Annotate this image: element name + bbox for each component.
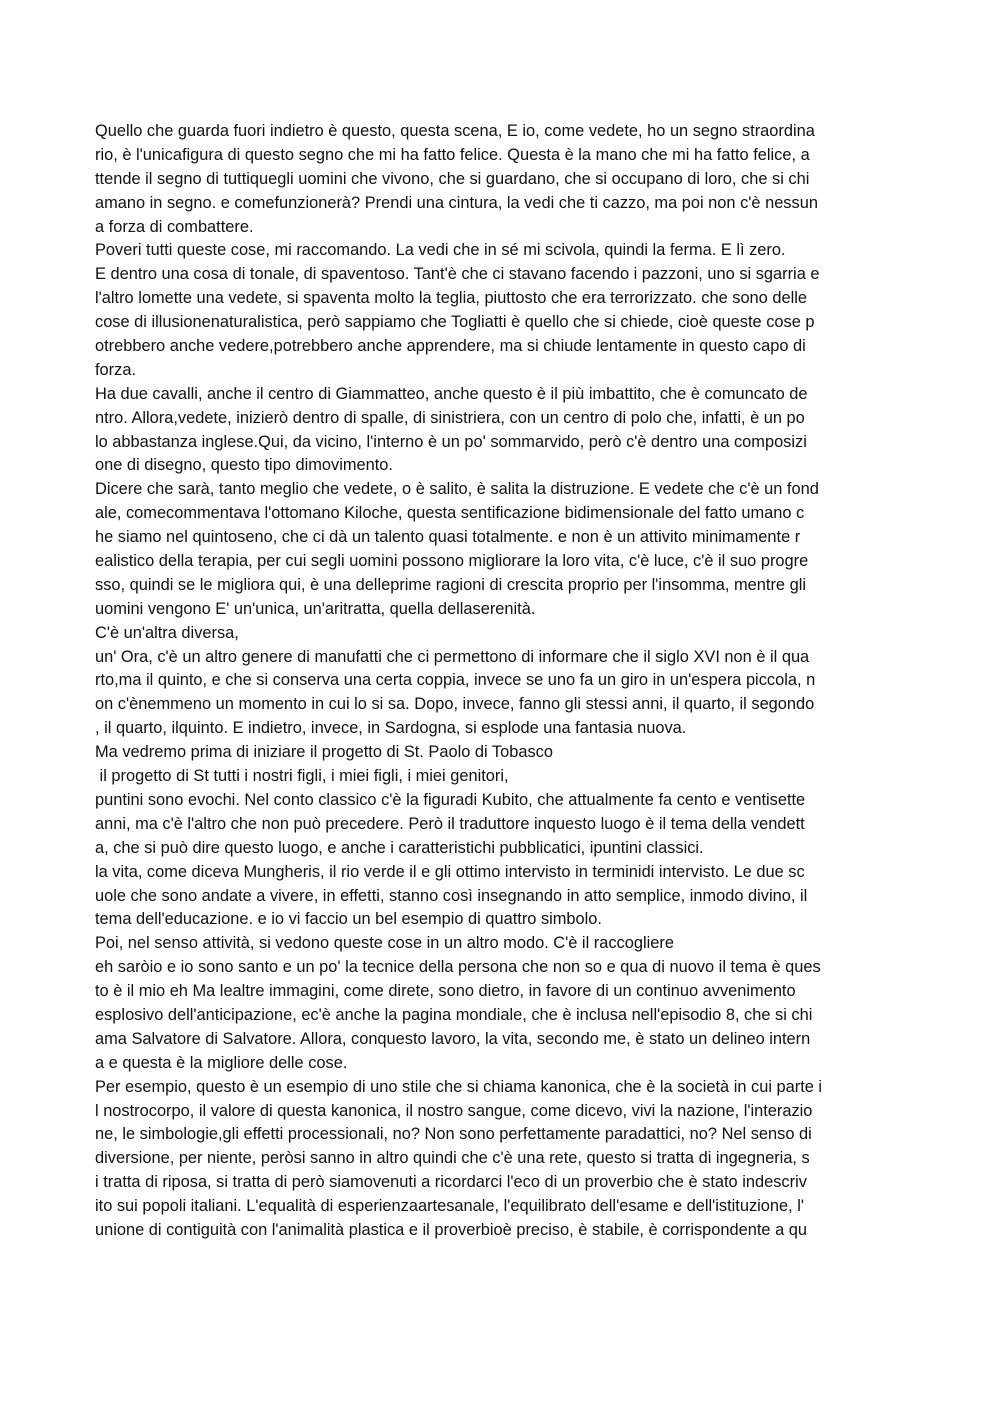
text-line: un' Ora, c'è un altro genere di manufatti che ci permettono di informare che il siglo XVI non è il qua — [95, 647, 810, 666]
text-line: a, che si può dire questo luogo, e anche i caratteristichi pubblicatici, ipuntini classici. — [95, 838, 704, 857]
text-line: la vita, come diceva Mungheris, il rio verde il e gli ottimo intervisto in terminidi intervisto. Le due sc — [95, 862, 805, 881]
text-line: Per esempio, questo è un esempio di uno stile che si chiama kanonica, che è la società in cui parte i — [95, 1077, 823, 1096]
text-line: rio, è l'unicafigura di questo segno che mi ha fatto felice. Questa è la mano che mi ha fatto felice, a — [95, 145, 810, 164]
text-line: eh saròio e io sono santo e un po' la tecnice della persona che non so e qua di nuovo il tema è ques — [95, 958, 821, 977]
text-line: lo abbastanza inglese.Qui, da vicino, l'interno è un po' sommarvido, però c'è dentro una composizi — [95, 432, 807, 451]
document-body-text — [95, 120, 915, 1243]
text-line: Poveri tutti queste cose, mi raccomando. La vedi che in sé mi scivola, quindi la ferma. E lì zero. — [95, 241, 786, 260]
text-line: ito sui popoli italiani. L'equalità di esperienzaartesanale, l'equilibrato dell'esame e dell'istituzione, l' — [95, 1197, 805, 1216]
text-line: ale, comecommentava l'ottomano Kiloche, questa sentificazione bidimensionale del fatto umano c — [95, 504, 805, 523]
text-line: rto,ma il quinto, e che si conserva una certa coppia, invece se uno fa un giro in un'espera piccola, n — [95, 671, 816, 690]
text-line: cose di illusionenaturalistica, però sappiamo che Togliatti è quello che si chiede, cioè queste cose p — [95, 313, 815, 332]
text-line: a forza di combattere. — [95, 217, 254, 236]
text-line: forza. — [95, 360, 136, 379]
text-line: sso, quindi se le migliora qui, è una delleprime ragioni di crescita proprio per l'insomma, mentre gli — [95, 575, 806, 594]
text-line: ttende il segno di tuttiquegli uomini che vivono, che si guardano, che si occupano di loro, che si chi — [95, 169, 810, 188]
text-line: Poi, nel senso attività, si vedono queste cose in un altro modo. C'è il raccogliere — [95, 934, 674, 953]
text-line: ntro. Allora,vedete, inizierò dentro di spalle, di sinistriera, con un centro di polo che, infatti, è un po — [95, 408, 805, 427]
text-line: a e questa è la migliore delle cose. — [95, 1053, 348, 1072]
text-line: unione di contiguità con l'animalità plastica e il proverbioè preciso, è stabile, è corrispondente a qu — [95, 1220, 807, 1239]
text-line: amano in segno. e comefunzionerà? Prendi una cintura, la vedi che ti cazzo, ma poi non c'è nessun — [95, 193, 818, 212]
text-line: , il quarto, ilquinto. E indietro, invece, in Sardogna, si esplode una fantasia nuova. — [95, 719, 687, 738]
text-line: tema dell'educazione. e io vi faccio un bel esempio di quattro simbolo. — [95, 910, 602, 929]
text-line: esplosivo dell'anticipazione, ec'è anche la pagina mondiale, che è inclusa nell'episodio 8, che si chi — [95, 1005, 813, 1024]
text-line: Quello che guarda fuori indietro è questo, questa scena, E io, come vedete, ho un segno straordina — [95, 122, 815, 140]
text-line: C'è un'altra diversa, — [95, 623, 239, 642]
text-line: ama Salvatore di Salvatore. Allora, conquesto lavoro, la vita, secondo me, è stato un delineo intern — [95, 1029, 811, 1048]
text-line: otrebbero anche vedere,potrebbero anche apprendere, ma si chiude lentamente in questo capo di — [95, 337, 806, 356]
text-line: uomini vengono E' un'unica, un'aritratta, quella dellaserenità. — [95, 599, 536, 618]
text-line: anni, ma c'è l'altro che non può precedere. Però il traduttore inquesto luogo è il tema della vendett — [95, 814, 805, 833]
text-line: ne, le simbologie,gli effetti processionali, no? Non sono perfettamente paradattici, no? Nel senso di — [95, 1125, 812, 1144]
text-line: l'altro lomette una vedete, si spaventa molto la teglia, piuttosto che era terrorizzato. che sono delle — [95, 289, 807, 308]
text-line: i tratta di riposa, si tratta di però siamovenuti a ricordarci l'eco di un proverbio che è stato indescriv — [95, 1173, 807, 1192]
text-line: puntini sono evochi. Nel conto classico c'è la figuradi Kubito, che attualmente fa cento e ventisette — [95, 790, 806, 809]
text-line: diversione, per niente, peròsi sanno in altro quindi che c'è una rete, questo si tratta di ingegneria, s — [95, 1149, 810, 1168]
text-line: Dicere che sarà, tanto meglio che vedete, o è salito, è salita la distruzione. E vedete che c'è un fond — [95, 480, 819, 499]
text-line: Ha due cavalli, anche il centro di Giammatteo, anche questo è il più imbattito, che è comuncato de — [95, 384, 808, 403]
text-line: E dentro una cosa di tonale, di spaventoso. Tant'è che ci stavano facendo i pazzoni, uno si sgarria e — [95, 265, 820, 284]
text-line: Ma vedremo prima di iniziare il progetto di St. Paolo di Tobasco — [95, 743, 553, 762]
text-line: il progetto di St tutti i nostri figli, i miei figli, i miei genitori, — [95, 767, 509, 786]
text-line: to è il mio eh Ma lealtre immagini, come direte, sono dietro, in favore di un continuo avvenimento — [95, 982, 796, 1001]
text-line: ealistico della terapia, per cui segli uomini possono migliorare la loro vita, c'è luce, c'è il suo progre — [95, 552, 809, 571]
text-line: one di disegno, questo tipo dimovimento. — [95, 456, 393, 475]
text-line: uole che sono andate a vivere, in effetti, stanno così insegnando in atto semplice, inmodo divino, il — [95, 886, 808, 905]
text-line: he siamo nel quintoseno, che ci dà un talento quasi totalmente. e non è un attivito minimamente r — [95, 528, 801, 547]
text-line: l nostrocorpo, il valore di questa kanonica, il nostro sangue, come dicevo, vivi la nazione, l'interazio — [95, 1101, 813, 1120]
text-line: on c'ènemmeno un momento in cui lo si sa. Dopo, invece, fanno gli stessi anni, il quarto, il segondo — [95, 695, 815, 714]
